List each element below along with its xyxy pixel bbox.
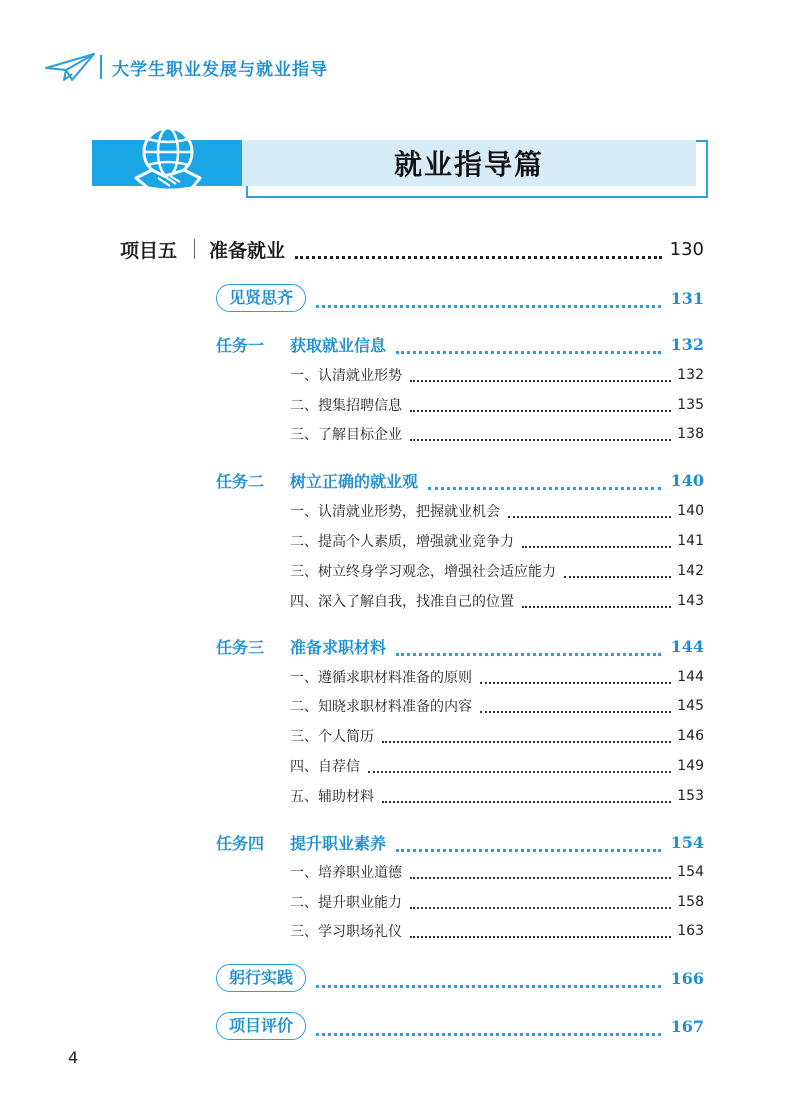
chapter-number: 项目五 [120,239,178,262]
dot-leader [522,540,671,548]
toc-evaluation-entry[interactable] [216,1011,704,1041]
dot-leader [396,343,661,354]
task-title: 准备求职材料 [290,637,387,657]
dot-leader [368,765,671,773]
toc-item[interactable] [290,500,704,522]
toc-item[interactable] [290,785,704,807]
item-page: 143 [677,593,704,609]
banner-title-block [242,140,696,186]
paper-plane-icon [44,50,96,84]
part-banner [92,124,710,198]
item-title: 四、自荐信 [290,759,360,775]
item-page: 145 [677,698,704,714]
task-number: 任务三 [216,637,265,657]
toc-item[interactable] [290,920,704,942]
item-title: 一、培养职业道德 [290,865,402,881]
item-title: 三、个人简历 [290,729,374,745]
item-title: 五、辅助材料 [290,789,374,805]
task-number: 任务四 [216,833,265,853]
toc-item[interactable] [290,666,704,688]
toc-item[interactable] [290,725,704,747]
dot-leader [410,901,671,909]
task-title: 提升职业素养 [290,833,387,853]
item-page: 146 [677,728,704,744]
dot-leader [396,841,661,852]
task-page: 144 [670,636,704,656]
item-page: 140 [677,503,704,519]
item-page: 141 [677,533,704,549]
toc-item[interactable] [290,530,704,552]
toc-item[interactable] [290,590,704,612]
task-page: 132 [670,334,704,354]
dot-leader [410,871,671,879]
dot-leader [382,735,671,743]
item-title: 一、遵循求职材料准备的原则 [290,670,472,686]
task-number: 任务一 [216,335,265,355]
item-title: 三、了解目标企业 [290,427,402,443]
dot-leader [564,570,671,578]
item-page: 149 [677,758,704,774]
book-title: 大学生职业发展与就业指导 [112,59,328,80]
toc-item[interactable] [290,364,704,386]
dot-leader [522,600,671,608]
item-title: 三、学习职场礼仪 [290,924,402,940]
dot-leader [396,645,661,656]
item-page: 144 [677,669,704,685]
chapter-entry[interactable] [120,236,704,262]
task-title: 树立正确的就业观 [290,471,419,491]
item-title: 二、提高个人素质，增强就业竞争力 [290,534,514,550]
dot-leader [316,1025,661,1036]
header-divider [100,55,102,79]
globe-handshake-icon [128,124,208,196]
toc-item[interactable] [290,755,704,777]
item-title: 三、树立终身学习观念，增强社会适应能力 [290,564,556,580]
item-title: 二、搜集招聘信息 [290,398,402,414]
item-page: 135 [677,397,704,413]
item-title: 二、知晓求职材料准备的内容 [290,699,472,715]
item-page: 163 [677,923,704,939]
toc-item[interactable] [290,891,704,913]
task-number: 任务二 [216,471,265,491]
dot-leader [428,479,661,490]
dot-leader [508,510,671,518]
intro-page: 131 [670,288,704,308]
item-title: 四、深入了解自我，找准自己的位置 [290,594,514,610]
page-number: 4 [68,1048,79,1067]
toc-intro-entry[interactable] [216,283,704,313]
task-page: 154 [670,832,704,852]
practice-label: 躬行实践 [216,964,306,992]
item-page: 154 [677,864,704,880]
task-entry[interactable] [216,468,704,492]
dot-leader [295,248,662,259]
item-page: 138 [677,426,704,442]
item-page: 158 [677,894,704,910]
dot-leader [316,297,661,308]
task-page: 140 [670,470,704,490]
dot-leader [410,374,671,382]
dot-leader [480,705,671,713]
toc-item[interactable] [290,423,704,445]
dot-leader [382,795,671,803]
dot-leader [316,977,661,988]
part-title: 就业指导篇 [393,148,544,181]
chapter-title: 准备就业 [209,239,286,262]
item-page: 132 [677,367,704,383]
item-title: 一、认清就业形势，把握就业机会 [290,504,500,520]
running-header [44,50,328,84]
task-entry[interactable] [216,634,704,658]
dot-leader [480,676,671,684]
dot-leader [410,930,671,938]
toc-item[interactable] [290,861,704,883]
item-title: 一、认清就业形势 [290,368,402,384]
task-title: 获取就业信息 [290,335,387,355]
task-entry[interactable] [216,830,704,854]
dot-leader [410,433,671,441]
practice-page: 166 [670,968,704,988]
toc-item[interactable] [290,394,704,416]
toc-item[interactable] [290,560,704,582]
toc-practice-entry[interactable] [216,963,704,993]
evaluation-page: 167 [670,1016,704,1036]
toc-item[interactable] [290,695,704,717]
task-entry[interactable] [216,332,704,356]
item-page: 142 [677,563,704,579]
dot-leader [410,404,671,412]
item-title: 二、提升职业能力 [290,895,402,911]
intro-label: 见贤思齐 [216,284,306,312]
chapter-separator [194,239,195,259]
evaluation-label: 项目评价 [216,1012,306,1040]
item-page: 153 [677,788,704,804]
chapter-page: 130 [669,238,704,260]
